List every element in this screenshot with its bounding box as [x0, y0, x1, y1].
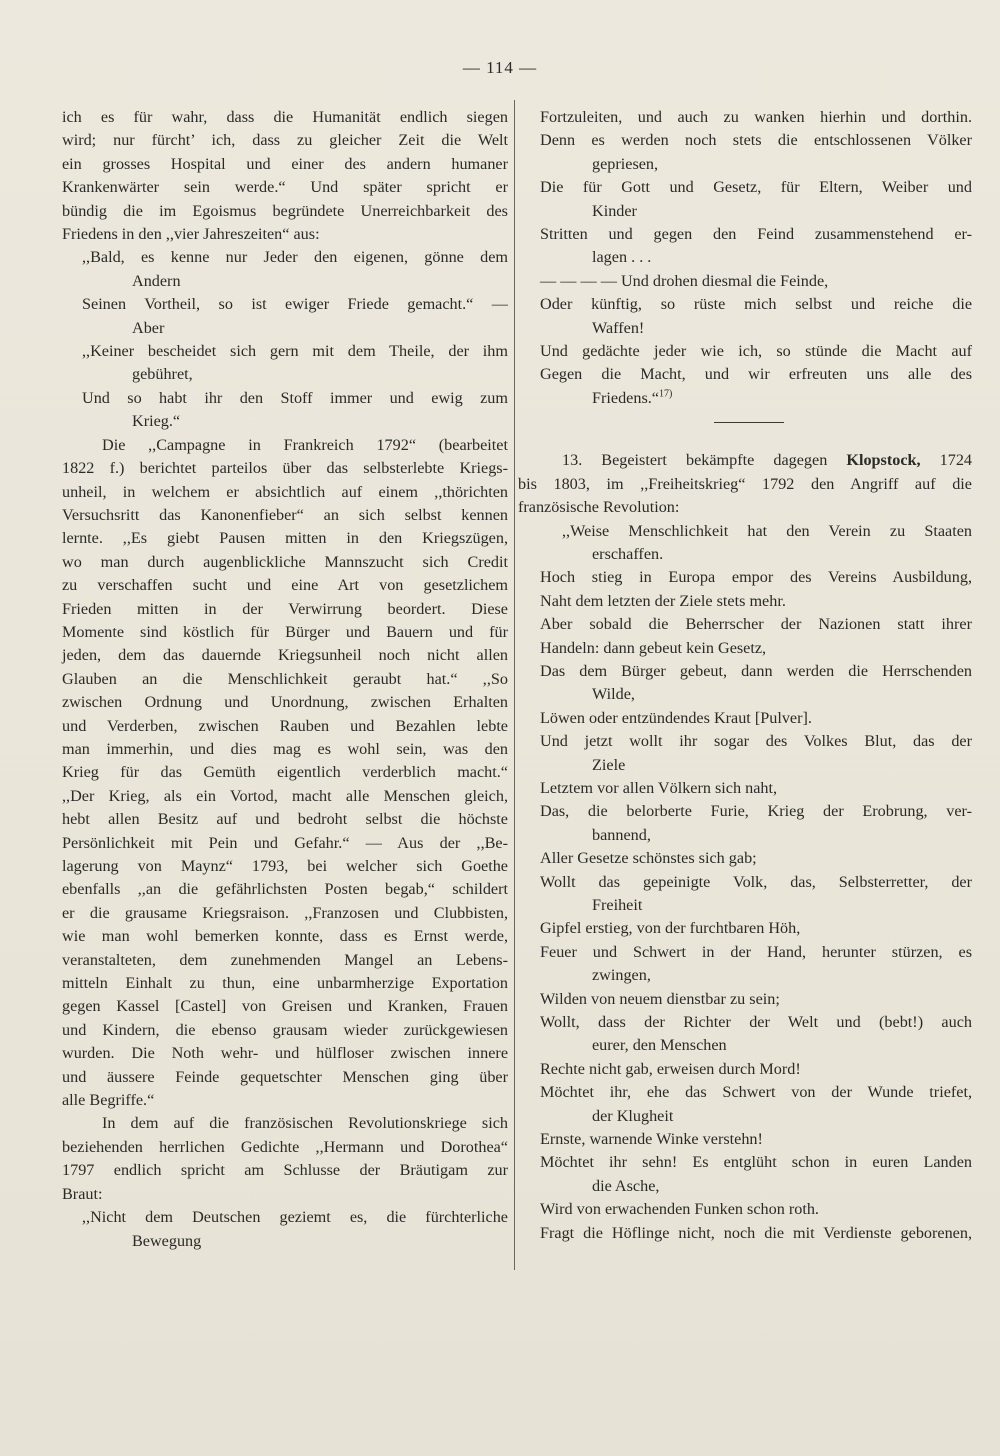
text-line: gebühret, — [132, 365, 193, 384]
text-line: Ernste, warnende Winke verstehn! — [540, 1130, 763, 1149]
text-line: Handeln: dann gebeut kein Gesetz, — [540, 638, 767, 657]
right-column — [518, 106, 973, 1245]
text-line: eurer, den Menschen — [592, 1036, 727, 1055]
text-line: wo man durch augenblickliche Mannszucht sich Credit — [62, 552, 508, 571]
section-heading — [518, 449, 973, 519]
text-line: zwingen, — [592, 966, 651, 985]
text-line: lagerung von Maynz“ 1793, bei welcher sich Goethe — [62, 857, 508, 875]
text-line: Naht dem letzten der Ziele stets mehr. — [540, 591, 786, 610]
text-line: Ziele — [592, 755, 626, 774]
text-line: Aller Gesetze schönstes sich gab; — [540, 849, 757, 868]
text-line: Wollt, dass der Richter der Welt und (bebt!) auch — [540, 1013, 972, 1032]
text-line: ,,Bald, es kenne nur Jeder den eigenen, gönne dem — [82, 248, 508, 267]
text-line: wurden. Die Noth wehr- und hülfloser zwischen innere — [62, 1044, 508, 1063]
text-line: er die grausame Kriegsraison. ,,Franzosen und Clubbisten, — [62, 903, 508, 922]
text-line: Möchtet ihr sehn! Es entglüht schon in euren Landen — [540, 1153, 972, 1172]
text-line: Rechte nicht gab, erweisen durch Mord! — [540, 1059, 801, 1078]
text-line: zu verschaffen sucht und eine Art von gesetzlichem — [62, 576, 508, 595]
text-line: Möchtet ihr, ehe das Schwert von der Wunde triefet, — [540, 1083, 972, 1102]
text-line: Kinder — [592, 201, 637, 220]
text-line: die Asche, — [592, 1176, 660, 1195]
text-line: Andern — [132, 271, 181, 290]
text-line: Friedens in den ,,vier Jahreszeiten“ aus: — [62, 225, 320, 244]
text-line: jeden, dem das dauernde Kriegsunheil noch nicht allen — [62, 646, 508, 665]
text-line: Stritten und gegen den Feind zusammenstehend er- — [540, 225, 972, 244]
section-year: 1724 — [939, 451, 973, 470]
text-line: Das, die belorberte Furie, Krieg der Erobrung, ver- — [540, 802, 972, 821]
text-line: ,,Weise Menschlichkeit hat den Verein zu Staaten — [562, 521, 972, 540]
text-line: gepriesen, — [592, 154, 659, 173]
text-line: ,,Der Krieg, als ein Vortod, macht alle Menschen gleich, — [62, 786, 508, 805]
section-rule — [714, 422, 784, 423]
text-line: Seinen Vortheil, so ist ewiger Friede gemacht.“ — — [82, 295, 508, 314]
text-line: bündig die im Egoismus begründete Unerreichbarkeit des — [62, 201, 508, 220]
text-line: wie man wohl bemerken konnte, dass es Ernst werde, — [62, 927, 508, 946]
author-name-klopstock: Klopstock, — [846, 451, 921, 470]
text-line: Und so habt ihr den Stoff immer und ewig zum — [82, 388, 508, 407]
text-line: Oder künftig, so rüste mich selbst und reiche die — [540, 295, 972, 314]
text-line: beziehenden herrlichen Gedichte ,,Hermann und Dorothea“ — [62, 1137, 508, 1156]
text-line: veranstalteten, dem zunehmenden Mangel an Lebens- — [62, 950, 508, 969]
text-line: Hoch stieg in Europa empor des Vereins Ausbildung, — [540, 568, 972, 587]
right-column-poem-end — [540, 106, 972, 410]
text-line: Und gedächte jeder wie ich, so stünde die Macht auf — [540, 342, 972, 361]
text-line: Fortzuleiten, und auch zu wanken hierhin und dorthin. — [540, 108, 972, 126]
text-line: Friedens.“$^{17)}$ — [592, 388, 673, 407]
text-line: und Verderben, zwischen Rauben und Bezahlen lebte — [62, 716, 508, 735]
text-line: Letztem vor allen Völkern sich naht, — [540, 778, 778, 797]
text-line: erschaffen. — [592, 544, 664, 563]
text-line: wird; nur fürcht’ ich, dass zu gleicher Zeit die Welt — [62, 131, 508, 150]
text-line: Waffen! — [592, 318, 645, 337]
section-heading-line-2: bis 1803, im ,,Freiheitskrieg“ 1792 den Angriff auf die — [518, 474, 972, 493]
text-line: In dem auf die französischen Revolutionskriege sich — [102, 1114, 508, 1133]
text-line: gegen Kassel [Castel] von Greisen und Kranken, Frauen — [62, 997, 508, 1016]
text-line: Versuchsritt das Kanonenfieber“ an sich selbst kennen — [62, 505, 508, 524]
text-line: Frieden mitten in der Verwirrung beordert. Diese — [62, 599, 508, 618]
text-line: Denn es werden noch stets die entschlossenen Völker — [540, 131, 972, 150]
text-line: Feuer und Schwert in der Hand, herunter stürzen, es — [540, 942, 972, 961]
page-number: — 114 — — [462, 58, 538, 77]
text-line: — — — — Und drohen diesmal die Feinde, — [540, 271, 829, 290]
text-line: Persönlichkeit mit Pein und Gefahr.“ — Aus der ,,Be- — [62, 833, 508, 852]
footnote-marker: 17) — [658, 388, 673, 400]
text-line: Gegen die Macht, und wir erfreuten uns alle des — [540, 365, 972, 384]
text-line: Momente sind köstlich für Bürger und Bauern und für — [62, 622, 508, 641]
section-number-text: 13. Begeistert bekämpfte dagegen — [562, 451, 828, 470]
text-line: Bewegung — [132, 1231, 202, 1250]
text-line: Krieg für das Gemüth eigentlich verderblich macht.“ — [62, 763, 508, 782]
text-line: und äussere Feinde gequetschter Menschen ging über — [62, 1067, 508, 1086]
text-line: Und jetzt wollt ihr sogar des Volkes Blut, das der — [540, 732, 972, 751]
text-line: Die ,,Campagne in Frankreich 1792“ (bearbeitet — [102, 435, 508, 454]
text-line: man immerhin, und dies mag es wohl sein, was den — [62, 739, 508, 758]
section-heading-line-1 — [540, 449, 972, 472]
text-line: ,,Keiner bescheidet sich gern mit dem Theile, der ihm — [82, 342, 508, 361]
text-line: Freiheit — [592, 896, 643, 914]
text-line: Wird von erwachenden Funken schon roth. — [540, 1200, 819, 1219]
text-line: Aber sobald die Beherrscher der Nazionen statt ihrer — [540, 615, 972, 634]
text-line: alle Begriffe.“ — [62, 1091, 155, 1110]
text-line: Die für Gott und Gesetz, für Eltern, Weiber und — [540, 178, 972, 197]
text-line: Gipfel erstieg, von der furchtbaren Höh, — [540, 919, 801, 938]
text-line: lagen . . . — [592, 248, 652, 267]
text-line: Löwen oder entzündendes Kraut [Pulver]. — [540, 708, 812, 727]
column-divider — [514, 100, 515, 1270]
left-column — [62, 106, 508, 1253]
text-line: Fragt die Höflinge nicht, noch die mit Verdienste geborenen, — [540, 1223, 972, 1242]
text-line: der Klugheit — [592, 1106, 674, 1125]
text-line: ,,Nicht dem Deutschen geziemt es, die fürchterliche — [82, 1208, 508, 1227]
text-line: unheil, in welchem er absichtlich auf einem ,,thörichten — [62, 482, 508, 501]
text-line: Glauben an die Menschlichkeit geraubt hat.“ ,,So — [62, 669, 508, 688]
text-line: 1797 endlich spricht am Schlusse der Bräutigam zur — [62, 1161, 508, 1180]
text-line: und Kindern, die ebenso grausam wieder zurückgewiesen — [62, 1020, 508, 1039]
text-line: ein grosses Hospital und einer des andern humaner — [62, 154, 508, 173]
text-line: ich es für wahr, dass die Humanität endlich siegen — [62, 108, 508, 126]
text-line: Das dem Bürger gebeut, dann werden die Herrschenden — [540, 661, 972, 680]
text-line: Aber — [132, 318, 165, 337]
text-line: 1822 f.) berichtet parteilos über das selbsterlebte Kriegs- — [62, 459, 508, 478]
text-line: Wollt das gepeinigte Volk, das, Selbsterretter, der — [540, 872, 972, 891]
text-line: Krankenwärter sein werde.“ Und später spricht er — [62, 178, 508, 197]
right-column-poem-klopstock — [540, 520, 972, 1246]
text-line: ebenfalls ,,an die gefährlichsten Posten begab,“ schildert — [62, 880, 508, 899]
text-line: lernte. ,,Es giebt Pausen mitten in den Kriegszügen, — [62, 529, 508, 548]
text-line: Krieg.“ — [132, 412, 181, 431]
text-line: Wilde, — [592, 685, 635, 704]
text-line: Wilden von neuem dienstbar zu sein; — [540, 989, 780, 1008]
text-line: zwischen Ordnung und Unordnung, zwischen Erhalten — [62, 693, 508, 712]
text-line: Braut: — [62, 1184, 103, 1203]
text-line: hebt allen Besitz auf und bedroht selbst die höchste — [62, 810, 508, 829]
text-line: mitteln Einhalt zu thun, eine unbarmherzige Exportation — [62, 974, 508, 993]
text-line: bannend, — [592, 825, 651, 844]
section-heading-line-3: französische Revolution: — [518, 498, 680, 517]
